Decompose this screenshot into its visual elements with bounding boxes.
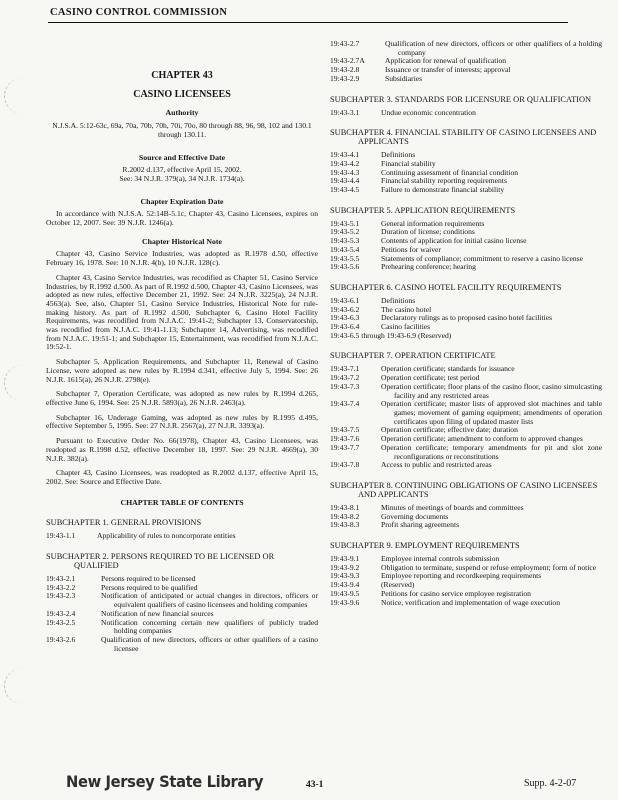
left-column <box>46 40 318 653</box>
toc-entry <box>46 636 318 653</box>
reserved-sections: 19:43-6.5 through 19:43-6.9 (Reserved) <box>330 330 452 340</box>
section-number: 19:43-7.7 <box>330 442 360 452</box>
section-number: 19:43-2.3 <box>46 591 76 601</box>
section-title: Notification concerning certain new qualifiers of publicly traded holding companies <box>101 617 318 636</box>
section-number: 19:43-4.1 <box>330 150 360 160</box>
section-number: 19:43-9.6 <box>330 597 360 607</box>
section-number: 19:43-7.3 <box>330 381 360 391</box>
section-title: Definitions <box>381 295 416 305</box>
section-title: (Reserved) <box>381 580 415 590</box>
section-number: 19:43-9.1 <box>330 554 360 564</box>
section-title: Operation certificate; amendment to conform to approved changes <box>381 434 583 444</box>
section-number: 19:43-5.2 <box>330 227 360 237</box>
toc-entry <box>46 532 318 541</box>
toc-left <box>46 518 318 653</box>
section-title: Failure to demonstrate financial stability <box>381 185 505 195</box>
section-number: 19:43-5.6 <box>330 262 360 272</box>
section-title: Issuance or transfer of interests; approval <box>385 65 511 75</box>
section-title: Access to public and restricted areas <box>381 460 492 470</box>
section-number: 19:43-7.4 <box>330 399 360 409</box>
chapter-title: CHAPTER 43 <box>151 70 213 81</box>
toc-entry <box>330 513 602 522</box>
section-number: 19:43-5.1 <box>330 218 360 228</box>
section-number: 19:43-5.3 <box>330 236 360 246</box>
section-title: The casino hotel <box>381 304 432 314</box>
section-number: 19:43-4.5 <box>330 185 360 195</box>
section-number: 19:43-9.5 <box>330 588 360 598</box>
section-title: Employee internal controls submission <box>381 554 500 564</box>
toc-entry <box>330 383 602 400</box>
section-title: Contents of application for initial casino license <box>381 236 527 246</box>
toc-entry <box>330 263 602 272</box>
toc-entry <box>330 40 602 57</box>
section-title: Casino facilities <box>381 322 431 332</box>
section-number: 19:43-7.2 <box>330 373 360 383</box>
section-title: Financial stability <box>381 158 436 168</box>
toc-entry <box>330 461 602 470</box>
toc-entry <box>330 237 602 246</box>
history-heading: Chapter Historical Note <box>142 236 222 246</box>
authority-heading: Authority <box>165 108 199 118</box>
toc-entry <box>330 314 602 323</box>
subchapter-title: SUBCHAPTER 7. OPERATION CERTIFICATE <box>330 351 496 361</box>
section-title: Application for renewal of qualification <box>385 56 507 66</box>
section-title: Persons required to be qualified <box>101 582 198 592</box>
supplement-date: Supp. 4-2-07 <box>524 778 577 789</box>
history-paragraph: Subchapter 16, Underage Gaming, was adopted as new rules by R.1995 d.495, effective September 5, 1995. See: 27 N.J.R. 2567(a), 27 N.J.R. 3393(a). <box>46 412 318 431</box>
toc-entry <box>330 151 602 160</box>
section-title: Notification of anticipated or actual changes in directors, officers or equivalent qualifiers of casino licensees and holding companies <box>101 591 318 610</box>
section-title: Definitions <box>381 150 416 160</box>
section-title: Subsidiaries <box>385 73 423 83</box>
subchapter-title: SUBCHAPTER 6. CASINO HOTEL FACILITY REQUIREMENTS <box>330 282 562 292</box>
section-title: Employee reporting and recordkeeping requirements <box>381 571 542 581</box>
toc-entry <box>330 109 602 118</box>
section-number: 19:43-9.3 <box>330 571 360 581</box>
section-title: Operation certificate; effective date; duration <box>381 425 518 435</box>
history-paragraph: Subchapter 5, Application Requirements, and Subchapter 11, Renewal of Casino License, were adopted as new rules by R.1994 d.341, effective July 5, 1994. See: 26 N.J.R. 1615(a), 26 N.J.R. 2798(e). <box>46 357 318 384</box>
section-title: Governing documents <box>381 511 449 521</box>
punch-hole-mark <box>4 78 41 114</box>
punch-hole-mark <box>4 365 41 401</box>
section-title: Petitions for casino service employee registration <box>381 588 531 598</box>
section-title: Minutes of meetings of boards and committees <box>381 502 524 512</box>
history-paragraph: Subchapter 7, Operation Certificate, was adopted as new rules by R.1994 d.265, effective June 6, 1994. See: 25 N.J.R. 5893(a), 26 N.J.R. 2463(a). <box>46 389 318 407</box>
section-number: 19:43-2.6 <box>46 634 76 644</box>
toc-entry <box>330 297 602 306</box>
section-title: Prehearing conference; hearing <box>381 262 476 272</box>
section-title: Operation certificate; master lists of approved slot machines and table games; movement of gaming equipment; amendments of operation certificates upon filing of updated master lists <box>381 399 602 426</box>
toc-heading: CHAPTER TABLE OF CONTENTS <box>120 497 244 507</box>
toc-entry <box>330 599 602 608</box>
section-title: Continuing assessment of financial condition <box>381 167 519 177</box>
toc-entry <box>330 521 602 530</box>
section-number: 19:43-5.4 <box>330 244 360 254</box>
section-number: 19:43-4.2 <box>330 158 360 168</box>
subchapter-title: SUBCHAPTER 9. EMPLOYMENT REQUIREMENTS <box>330 541 520 551</box>
source-line: R.2002 d.137, effective April 15, 2002. <box>122 165 242 175</box>
section-title: Statements of compliance; commitment to reserve a casino license <box>381 253 584 263</box>
chapter-subtitle: CASINO LICENSEES <box>133 88 231 100</box>
expiration-text: In accordance with N.J.S.A. 52:14B-5.1c, Chapter 43, Casino Licensees, expires on October 12, 2007. See: 39 N.J.R. 1246(a). <box>46 209 318 228</box>
toc-entry <box>330 572 602 581</box>
punch-hole-mark <box>4 668 41 704</box>
section-title: Undue economic concentration <box>381 107 476 117</box>
section-number: 19:43-8.1 <box>330 502 360 512</box>
section-number: 19:43-4.3 <box>330 167 360 177</box>
section-number: 19:43-2.2 <box>46 582 76 592</box>
subchapter-title: SUBCHAPTER 2. PERSONS REQUIRED TO BE LICENSED OR QUALIFIED <box>46 552 275 571</box>
section-title: Obligation to terminate, suspend or refuse employment; form of notice <box>381 562 597 572</box>
toc-entry <box>330 75 602 84</box>
section-title: Notification of new financial sources <box>101 608 214 618</box>
section-title: Applicability of rules to noncorporate entities <box>97 531 236 541</box>
section-title: Operation certificate; temporary amendments for pit and slot zone reconfigurations or reconstitutions <box>381 442 602 461</box>
section-title: Qualification of new directors, officers or other qualifiers of a casino licensee <box>101 634 318 653</box>
section-number: 19:43-6.4 <box>330 322 360 332</box>
section-number: 19:43-2.9 <box>330 73 360 83</box>
history-paragraph: Chapter 43, Casino Service Industries, was recodified as Chapter 51, Casino Service Industries, by R.1992 d.500. As part of R.1992 d.500, Chapter 43, Casino Licensees, was adopted as new rules, effective December 21, 1992. See: 24 N.J.R. 3225(a), 24 N.J.R. 4563(a). See, also, Chapter 51, Casino Service Industries, Historical Note for rule-making history. As part of R.1992 d.500, Subchapter 6, Casino Hotel Facility Requirements, was recodified from N.J.A.C. 19:41-2; Subchapter 13, Conservatorship, was recodified from N.J.A.C. 19:41-1.13; Subchapter 14, Advertising, was recodified from N.J.A.C. 19:51-1; and Subchapter 15, Entertainment, was recodified from N.J.A.C. 19:52-1. <box>46 272 318 352</box>
section-title: Operation certificate; test period <box>381 373 480 383</box>
source-heading: Source and Effective Date <box>138 152 226 162</box>
section-title: Declaratory rulings as to proposed casino hotel facilities <box>381 313 553 323</box>
right-column <box>330 40 602 607</box>
subchapter-title: SUBCHAPTER 1. GENERAL PROVISIONS <box>46 518 202 528</box>
page-number: 43-1 <box>306 780 324 790</box>
section-title: Notice, verification and implementation of wage execution <box>381 597 561 607</box>
subchapter-title: SUBCHAPTER 8. CONTINUING OBLIGATIONS OF CASINO LICENSEES AND APPLICANTS <box>330 480 598 499</box>
section-title: General information requirements <box>381 218 485 228</box>
section-number: 19:43-7.6 <box>330 434 360 444</box>
section-number: 19:43-2.7A <box>330 56 365 66</box>
section-number: 19:43-7.8 <box>330 460 360 470</box>
section-number: 19:43-8.3 <box>330 520 360 530</box>
toc-entry <box>330 504 602 513</box>
toc-entry <box>330 400 602 426</box>
section-number: 19:43-6.1 <box>330 295 360 305</box>
section-title: Persons required to be licensed <box>101 574 196 584</box>
expiration-heading: Chapter Expiration Date <box>140 196 224 206</box>
library-logo: New Jersey State Library <box>66 772 264 791</box>
section-number: 19:43-1.1 <box>46 531 76 541</box>
history-body <box>46 250 318 486</box>
history-paragraph: Chapter 43, Casino Licensees, was readopted as R.2002 d.137, effective April 15, 2002. See: Source and Effective Date. <box>46 468 318 486</box>
source-line: See: 34 N.J.R. 379(a), 34 N.J.R. 1734(a). <box>119 173 245 183</box>
section-number: 19:43-5.5 <box>330 253 360 263</box>
section-number: 19:43-2.7 <box>330 39 360 48</box>
subchapter-title: SUBCHAPTER 4. FINANCIAL STABILITY OF CASINO LICENSEES AND APPLICANTS <box>330 128 597 147</box>
authority-text: N.J.S.A. 5:12-63c, 69a, 70a, 70b, 70h, 70i, 70o, 80 through 88, 96, 98, 102 and 130.1 through 130.11. <box>52 121 312 139</box>
section-number: 19:43-3.1 <box>330 107 360 117</box>
section-number: 19:43-2.4 <box>46 608 76 618</box>
toc-entry <box>330 444 602 461</box>
section-title: Profit sharing agreements <box>381 520 460 530</box>
toc-right <box>330 40 602 607</box>
section-number: 19:43-2.1 <box>46 574 76 584</box>
history-paragraph: Pursuant to Executive Order No. 66(1978), Chapter 43, Casino Licensees, was readopted as R.1998 d.52, effective December 18, 1997. See: 29 N.J.R. 4669(a), 30 N.J.R. 382(a). <box>46 436 318 463</box>
header-rule <box>48 22 568 23</box>
history-paragraph: Chapter 43, Casino Service Industries, was adopted as R.1978 d.50, effective February 16, 1978. See: 10 N.J.R. 4(b), 10 N.J.R. 128(c). <box>46 249 318 268</box>
subchapter-title: SUBCHAPTER 5. APPLICATION REQUIREMENTS <box>330 205 516 215</box>
section-number: 19:43-9.4 <box>330 580 360 590</box>
section-number: 19:43-4.4 <box>330 176 360 186</box>
section-title: Qualification of new directors, officers or other qualifiers of a holding company <box>385 39 602 57</box>
toc-entry <box>330 186 602 195</box>
section-number: 19:43-2.5 <box>46 617 76 627</box>
section-number: 19:43-2.8 <box>330 65 360 75</box>
section-title: Petitions for waiver <box>381 244 441 254</box>
section-title: Financial stability reporting requirements <box>381 176 507 186</box>
toc-entry <box>46 619 318 636</box>
section-title: Operation certificate; floor plans of the casino floor, casino simulcasting facility and any restricted areas <box>381 381 602 400</box>
section-title: Duration of license; conditions <box>381 227 475 237</box>
page-header: CASINO CONTROL COMMISSION <box>50 7 228 18</box>
section-number: 19:43-7.1 <box>330 364 360 374</box>
section-number: 19:43-6.2 <box>330 304 360 314</box>
section-title: Operation certificate; standards for issuance <box>381 364 515 374</box>
section-number: 19:43-8.2 <box>330 511 360 521</box>
section-number: 19:43-9.2 <box>330 562 360 572</box>
toc-entry <box>46 592 318 609</box>
subchapter-title: SUBCHAPTER 3. STANDARDS FOR LICENSURE OR QUALIFICATION <box>330 94 592 104</box>
toc-entry <box>330 66 602 75</box>
section-number: 19:43-7.5 <box>330 425 360 435</box>
section-number: 19:43-6.3 <box>330 313 360 323</box>
